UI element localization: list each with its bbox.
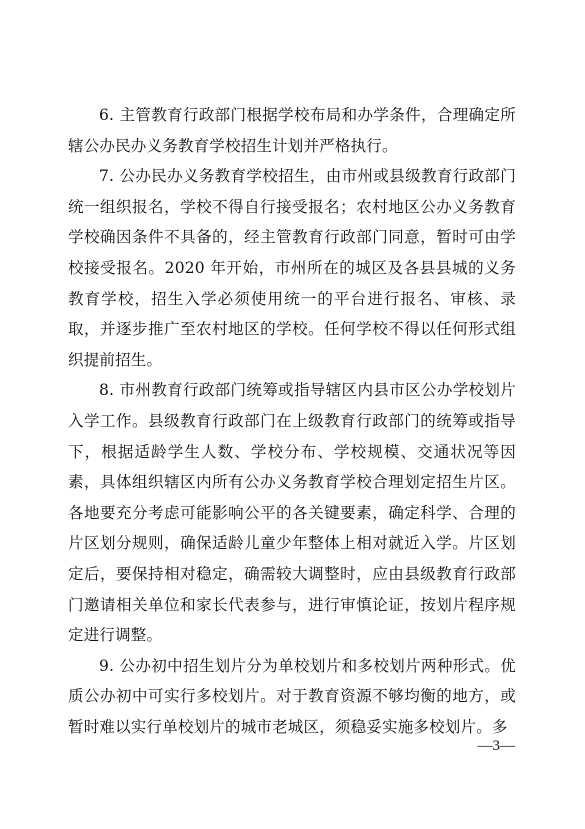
paragraph-6: 6. 主管教育行政部门根据学校布局和办学条件，合理确定所辖公办民办义务教育学校招生计划并严格执行。: [68, 106, 516, 155]
paragraph-8: 8. 市州教育行政部门统筹或指导辖区内县市区公办学校划片入学工作。县级教育行政部门在上级教育行政部门的统筹或指导下，根据适龄学生人数、学校分布、学校规模、交通状况等因素，具体组织辖区内所有公办义务教育学校合理划定招生片区。各地要充分考虑可能影响公平的各关键要素，确定科学、合理的片区划分规则，确保适龄儿童少年整体上相对就近入学。片区划定后，要保持相对稳定，确需较大调整时，应由县级教育行政部门邀请相关单位和家长代表参与，进行审慎论证，按划片程序规定进行调整。: [68, 381, 516, 645]
paragraph-9: 9. 公办初中招生划片分为单校划片和多校划片两种形式。优质公办初中可实行多校划片。对于教育资源不够均衡的地方，或暂时难以实行单校划片的城市老城区，须稳妥实施多校划片。多: [68, 656, 516, 736]
paragraph-7: 7. 公办民办义务教育学校招生，由市州或县级教育行政部门统一组织报名，学校不得自行接受报名；农村地区公办义务教育学校确因条件不具备的，经主管教育行政部门同意，暂时可由学校接受报名。2020 年开始，市州所在的城区及各县县城的义务教育学校，招生入学必须使用统一的平台进行报名、审核、录取，并逐步推广至农村地区的学校。任何学校不得以任何形式组织提前招生。: [68, 167, 516, 369]
page-number: —3—: [477, 738, 515, 754]
document-body: [68, 100, 516, 742]
